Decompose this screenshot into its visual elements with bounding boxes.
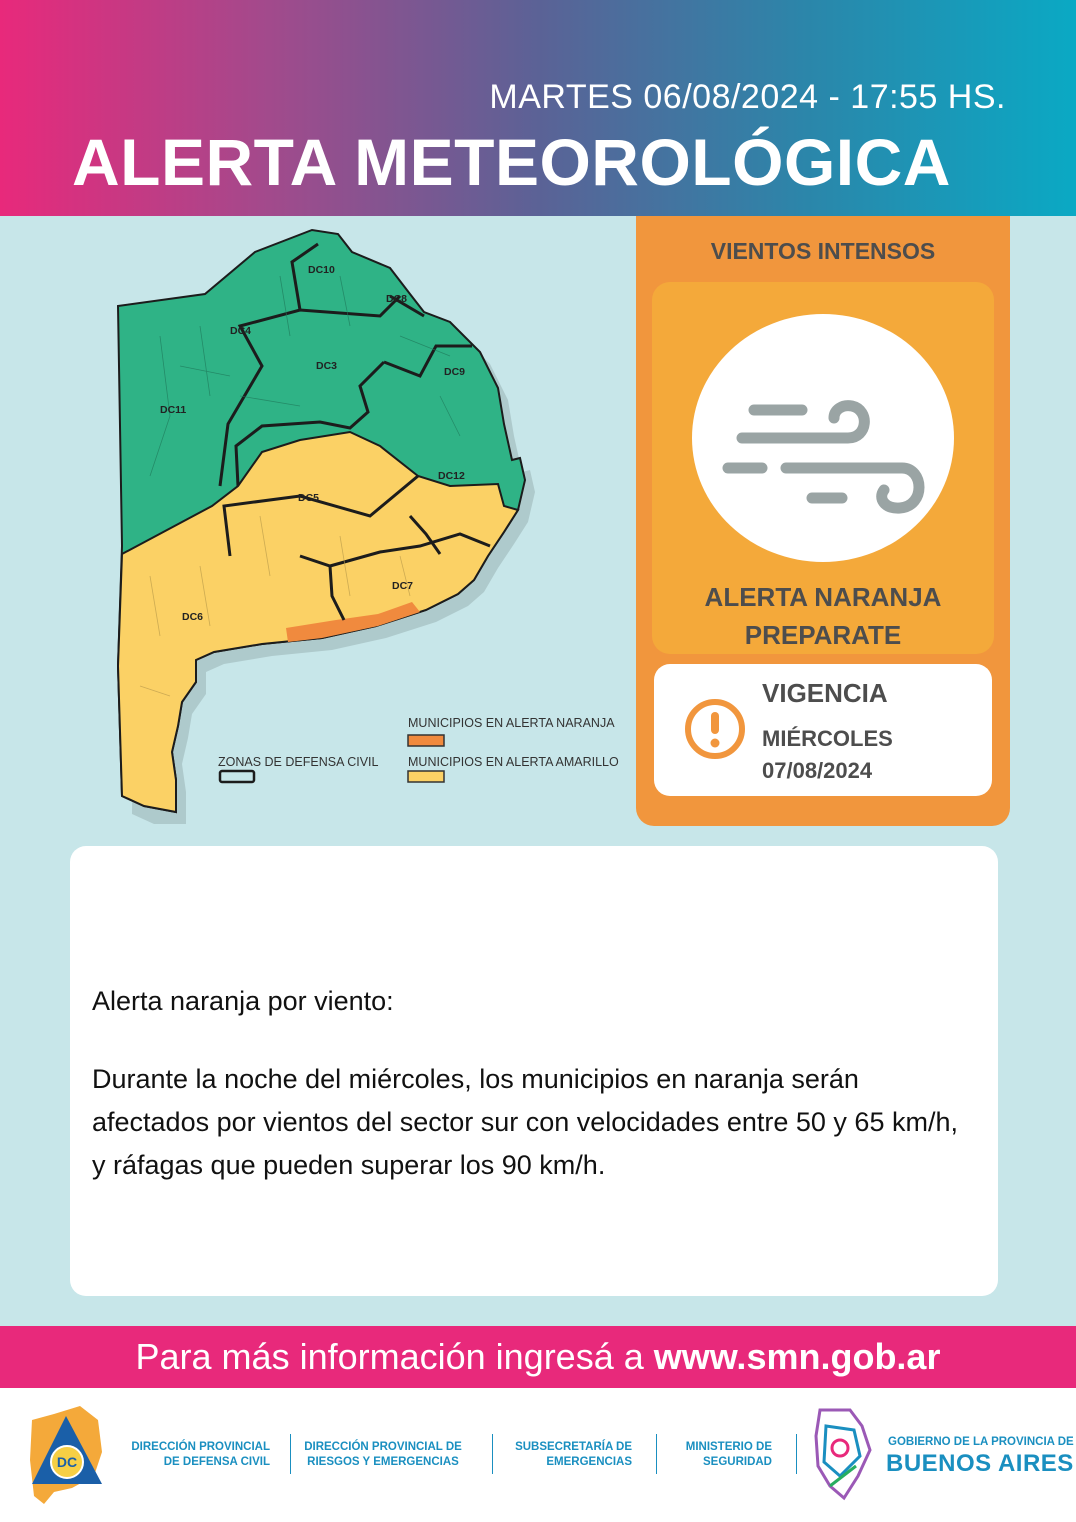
description-card bbox=[70, 846, 998, 1296]
zone-label: DC3 bbox=[316, 360, 338, 372]
zone-label: DC8 bbox=[386, 293, 408, 305]
zone-label: DC4 bbox=[230, 325, 252, 337]
footer-divider bbox=[656, 1434, 657, 1474]
dept-subsecretaria bbox=[496, 1440, 632, 1470]
dept-line: EMERGENCIAS bbox=[546, 1456, 632, 1468]
dept-line: SUBSECRETARÍA DE bbox=[515, 1441, 632, 1453]
province-map bbox=[0, 216, 636, 826]
exclamation-icon bbox=[684, 698, 746, 760]
legend-civil-swatch bbox=[220, 771, 254, 782]
header-banner bbox=[0, 0, 1076, 216]
wind-icon bbox=[692, 314, 954, 562]
legend-yellow-swatch bbox=[408, 771, 444, 782]
dept-riesgos bbox=[296, 1440, 470, 1470]
legend-yellow-label: MUNICIPIOS EN ALERTA AMARILLO bbox=[408, 755, 619, 769]
zone-label: DC9 bbox=[444, 366, 466, 378]
dept-line: DIRECCIÓN PROVINCIAL DE bbox=[304, 1441, 462, 1453]
description-body: Durante la noche del miércoles, los municipios en naranja serán afectados por vientos del sector sur con velocidades entre 50 y 65 km/h, y ráfagas que pueden superar los 90 km/h. bbox=[92, 1064, 958, 1180]
vigencia-date: 07/08/2024 bbox=[762, 758, 873, 783]
dept-line: MINISTERIO DE bbox=[685, 1441, 772, 1453]
page-title: ALERTA METEOROLÓGICA bbox=[72, 125, 951, 199]
vigencia-title: VIGENCIA bbox=[762, 678, 888, 708]
alert-date-time: MARTES 06/08/2024 - 17:55 HS. bbox=[489, 78, 1006, 116]
info-prefix: Para más información ingresá a bbox=[135, 1336, 654, 1377]
info-bar bbox=[0, 1326, 1076, 1388]
footer-divider bbox=[492, 1434, 493, 1474]
zone-label: DC11 bbox=[160, 404, 187, 416]
dc-logo-text: DC bbox=[56, 1454, 78, 1470]
legend-orange-label: MUNICIPIOS EN ALERTA NARANJA bbox=[408, 716, 615, 730]
gobierno-logo bbox=[810, 1406, 880, 1502]
alert-map bbox=[0, 216, 636, 826]
footer bbox=[0, 1388, 1076, 1522]
alert-action: PREPARATE bbox=[744, 620, 902, 650]
buenos-aires-label: BUENOS AIRES bbox=[886, 1450, 1074, 1477]
zone-label: DC5 bbox=[298, 492, 320, 504]
legend-civil-label: ZONAS DE DEFENSA CIVIL bbox=[218, 755, 379, 769]
vigencia-day: MIÉRCOLES bbox=[762, 726, 893, 751]
dept-line: DE DEFENSA CIVIL bbox=[163, 1456, 270, 1468]
alert-level-box bbox=[652, 282, 994, 654]
footer-divider bbox=[290, 1434, 291, 1474]
footer-divider bbox=[796, 1434, 797, 1474]
legend-orange-swatch bbox=[408, 735, 444, 746]
dept-line: RIESGOS Y EMERGENCIAS bbox=[307, 1456, 459, 1468]
dept-line: SEGURIDAD bbox=[702, 1456, 772, 1468]
zone-label: DC7 bbox=[392, 580, 414, 592]
smn-link[interactable]: www.smn.gob.ar bbox=[653, 1336, 941, 1377]
alert-level: ALERTA NARANJA bbox=[704, 582, 942, 612]
zone-label: DC12 bbox=[438, 470, 465, 482]
zone-label: DC10 bbox=[308, 264, 335, 276]
dept-ministerio bbox=[660, 1440, 772, 1470]
vigencia-box bbox=[654, 664, 992, 796]
phenomenon-title: VIENTOS INTENSOS bbox=[710, 238, 936, 264]
info-text bbox=[0, 1336, 1076, 1378]
wind-icon-circle bbox=[692, 314, 954, 562]
zone-label: DC6 bbox=[182, 611, 204, 623]
description-heading: Alerta naranja por viento: bbox=[92, 986, 394, 1016]
alert-panel bbox=[636, 216, 1010, 826]
dept-defensa-civil bbox=[114, 1440, 270, 1470]
dept-line: DIRECCIÓN PROVINCIAL bbox=[131, 1441, 270, 1453]
gobierno-label: GOBIERNO DE LA PROVINCIA DE bbox=[888, 1436, 1074, 1448]
